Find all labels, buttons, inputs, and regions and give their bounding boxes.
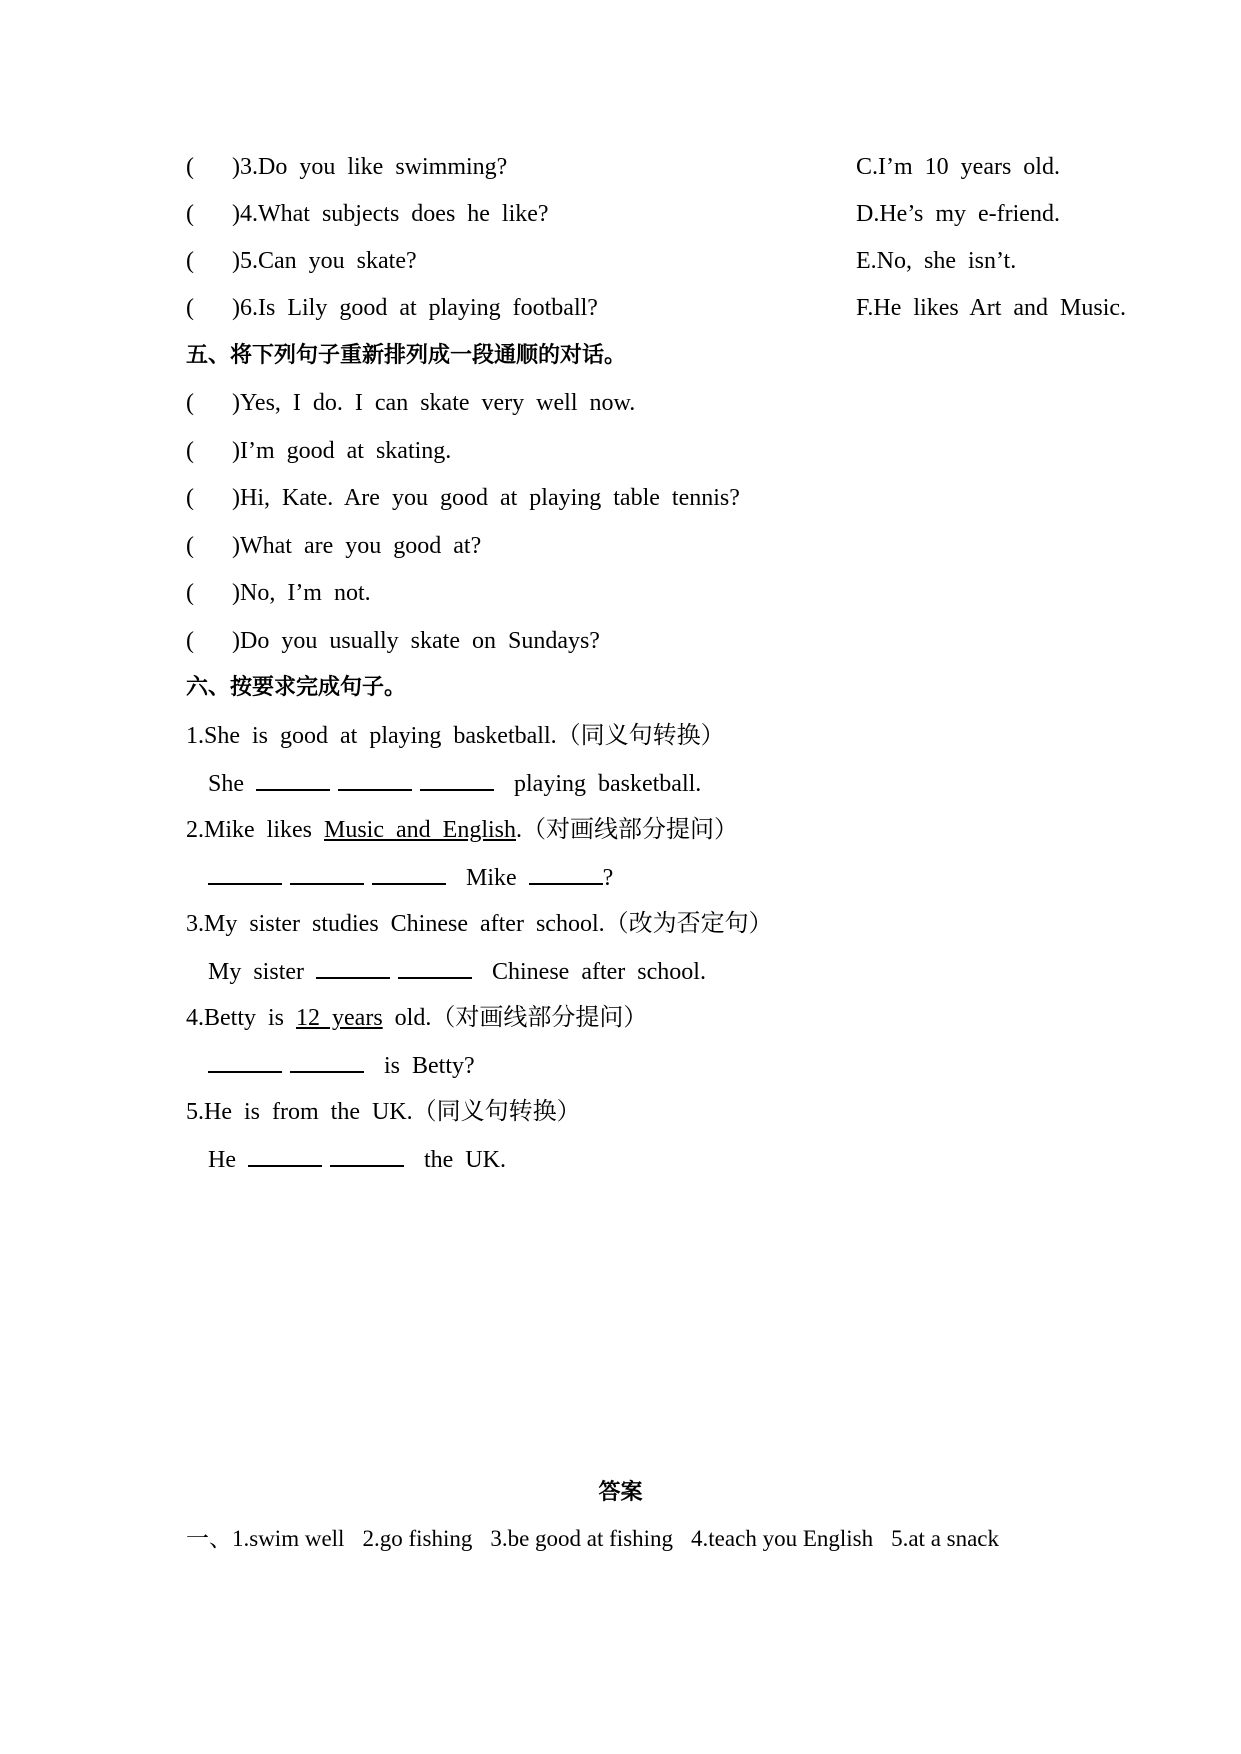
dialogue-row <box>186 626 600 656</box>
answer-end: playing basketball. <box>514 771 702 797</box>
dialogue-text: )Do you usually skate on Sundays? <box>232 628 600 654</box>
dialogue-row <box>186 436 451 466</box>
answer-start: He <box>208 1147 236 1173</box>
answer-paren: ( <box>186 580 194 606</box>
answer-end: is Betty? <box>384 1053 475 1079</box>
question-instruction: （同义句转换） <box>556 721 725 749</box>
answer-end: ? <box>602 865 614 891</box>
underlined-phrase: Music and English <box>324 817 516 843</box>
match-question: )4.What subjects does he like? <box>232 201 549 227</box>
fill-blank[interactable] <box>256 767 330 791</box>
answer-line-5 <box>208 1143 506 1175</box>
match-question: )3.Do you like swimming? <box>232 154 508 180</box>
question-text: 1.She is good at playing basketball. <box>186 723 557 749</box>
match-row <box>186 246 1017 276</box>
dialogue-text: )I’m good at skating. <box>232 438 452 464</box>
match-question: )5.Can you skate? <box>232 248 417 274</box>
question-instruction: （改为否定句） <box>604 909 773 937</box>
answer-item: 4.teach you English <box>691 1526 874 1551</box>
question-text-pre: 4.Betty is <box>186 1005 297 1031</box>
fill-blank[interactable] <box>290 861 364 885</box>
answers-row <box>186 1524 1017 1554</box>
question-instruction: （对画线部分提问） <box>431 1003 648 1031</box>
fill-blank[interactable] <box>372 861 446 885</box>
answer-paren: ( <box>186 533 194 559</box>
answer-start: My sister <box>208 959 304 985</box>
underlined-phrase: 12 years <box>296 1005 383 1031</box>
fill-blank[interactable] <box>330 1143 404 1167</box>
fill-blank[interactable] <box>248 1143 322 1167</box>
fill-blank[interactable] <box>420 767 494 791</box>
match-answer: C.I’m 10 years old. <box>856 154 1060 180</box>
answer-item: 1.swim well <box>232 1526 345 1551</box>
dialogue-row <box>186 388 635 418</box>
answer-paren: ( <box>186 295 194 321</box>
match-row <box>186 293 1127 323</box>
question-1 <box>186 720 725 751</box>
dialogue-row <box>186 578 371 608</box>
match-question: )6.Is Lily good at playing football? <box>232 295 598 321</box>
question-instruction: （同义句转换） <box>412 1097 581 1125</box>
match-answer: D.He’s my e-friend. <box>856 201 1060 227</box>
question-text-pre: 2.Mike likes <box>186 817 324 843</box>
answer-paren: ( <box>186 390 194 416</box>
fill-blank[interactable] <box>398 955 472 979</box>
answer-item: 5.at a snack <box>891 1526 1000 1551</box>
answer-paren: ( <box>186 438 194 464</box>
answer-line-4 <box>208 1049 475 1081</box>
question-text: 5.He is from the UK. <box>186 1099 413 1125</box>
answer-paren: ( <box>186 628 194 654</box>
answer-line-1 <box>208 767 701 799</box>
answer-paren: ( <box>186 248 194 274</box>
question-2 <box>186 814 738 845</box>
question-3 <box>186 908 773 939</box>
answer-item: 2.go fishing <box>362 1526 473 1551</box>
answer-item: 3.be good at fishing <box>490 1526 674 1551</box>
dialogue-row <box>186 531 481 561</box>
dialogue-text: )No, I’m not. <box>232 580 371 606</box>
answer-end: Chinese after school. <box>492 959 706 985</box>
fill-blank[interactable] <box>338 767 412 791</box>
answer-paren: ( <box>186 485 194 511</box>
answers-title: 答案 <box>598 1480 643 1505</box>
fill-blank[interactable] <box>316 955 390 979</box>
answer-end: the UK. <box>423 1147 506 1173</box>
answer-paren: ( <box>186 154 194 180</box>
answers-prefix: 一、 <box>186 1526 232 1552</box>
section-six-title: 六、按要求完成句子。 <box>186 675 407 700</box>
answer-line-3 <box>208 955 706 987</box>
dialogue-text: )Hi, Kate. Are you good at playing table tennis? <box>232 485 740 511</box>
answer-paren: ( <box>186 201 194 227</box>
fill-blank[interactable] <box>529 861 603 885</box>
question-instruction: （对画线部分提问） <box>522 815 738 843</box>
question-text-post: . <box>516 817 522 843</box>
question-text: 3.My sister studies Chinese after school. <box>186 911 605 937</box>
answer-line-2 <box>208 861 613 893</box>
answer-start: She <box>208 771 244 797</box>
match-row <box>186 152 1060 182</box>
question-4 <box>186 1002 647 1033</box>
match-answer: E.No, she isn’t. <box>856 248 1017 274</box>
section-five-title: 五、将下列句子重新排列成一段通顺的对话。 <box>186 343 627 368</box>
question-5 <box>186 1096 581 1127</box>
question-text-post: old. <box>382 1005 432 1031</box>
match-row <box>186 199 1060 229</box>
fill-blank[interactable] <box>290 1049 364 1073</box>
match-answer: F.He likes Art and Music. <box>856 295 1127 321</box>
dialogue-row <box>186 483 740 513</box>
dialogue-text: )Yes, I do. I can skate very well now. <box>232 390 636 416</box>
fill-blank[interactable] <box>208 1049 282 1073</box>
answer-mid: Mike <box>466 865 517 891</box>
dialogue-text: )What are you good at? <box>232 533 482 559</box>
fill-blank[interactable] <box>208 861 282 885</box>
